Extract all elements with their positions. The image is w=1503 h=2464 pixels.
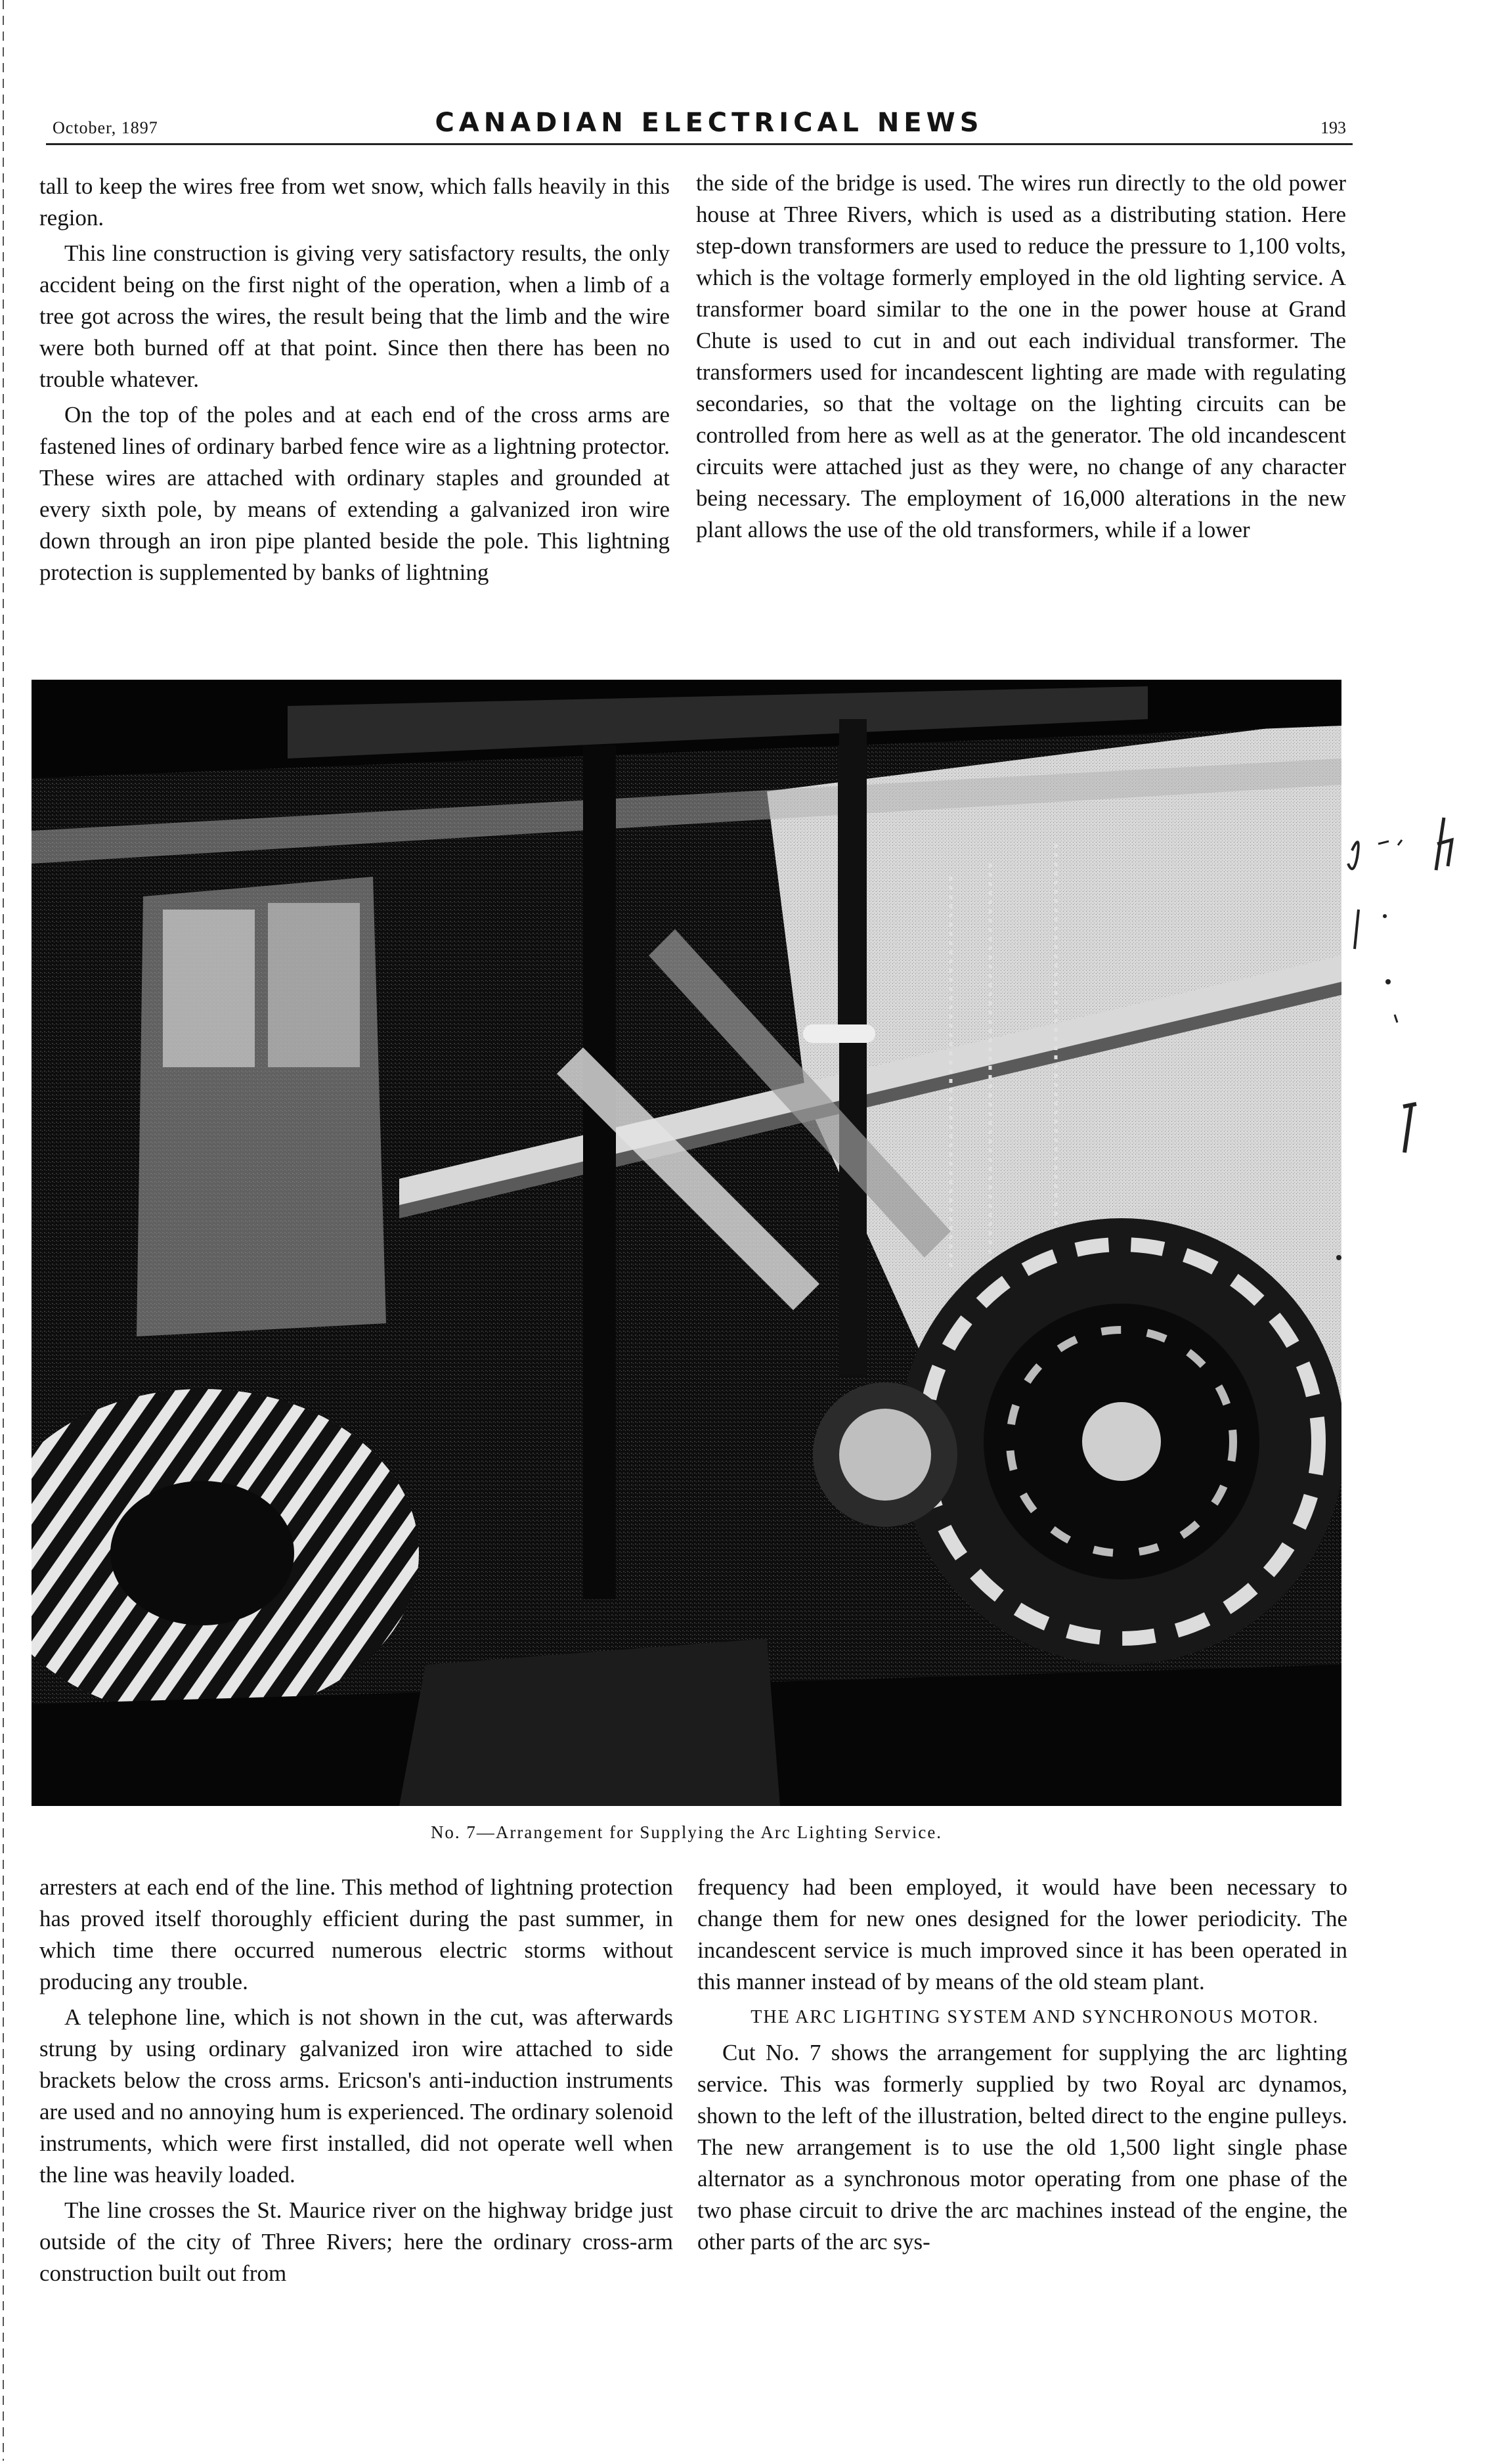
top-right-column (696, 167, 1346, 550)
machinery-photograph (32, 680, 1341, 1806)
paragraph: Cut No. 7 shows the arrangement for supplying the arc lighting service. This was formerly supplied by two Royal arc dynamos, shown to the left of the illustration, belted direct to the engine pulleys. The new arrangement is to use the old 1,500 light single phase alternator as a synchronous motor operating from one phase of the two phase circuit to drive the arc machines instead of the engine, the other parts of the arc sys- (697, 2040, 1347, 2255)
handwritten-margin-marks (1332, 804, 1490, 1304)
top-left-column (39, 171, 670, 592)
binding-edge (0, 0, 7, 2461)
paragraph: This line construction is giving very satisfactory results, the only accident being on the first night of the operation, when a limb of a tree got across the wires, the result being that the limb and the wire were both burned off at that point. Since then there has been no trouble whatever. (39, 240, 670, 392)
photo-illustration (32, 680, 1341, 1806)
paragraph: tall to keep the wires free from wet snow, which falls heavily in this region. (39, 173, 670, 231)
issue-date: October, 1897 (53, 118, 158, 137)
paragraph: frequency had been employed, it would have been necessary to change them for new ones designed for the lower periodicity. The incandescent service is much improved since it has been operated in this manner instead of by means of the old steam plant. (697, 1874, 1347, 1994)
paragraph: the side of the bridge is used. The wires run directly to the old power house at Three Rivers, which is used as a distributing station. Here step-down transformers are used to reduce the pressure to 1,100 volts, which is the voltage formerly employed in the old lighting service. A transformer board similar to the one in the power house at Grand Chute is used to cut in and out each individual transformer. The transformers used for incandescent lighting are made with regulating secondaries, so that the voltage on the lighting circuits can be controlled from here as well as at the generator. The old incandescent circuits were attached just as they were, no change of any character being necessary. The employment of 16,000 alterations in the new plant allows the use of the old transformers, while if a lower (696, 170, 1346, 542)
figure-caption: No. 7—Arrangement for Supplying the Arc Lighting Service. (430, 1822, 943, 1842)
page-number: 193 (1320, 118, 1346, 137)
paragraph: On the top of the poles and at each end of the cross arms are fastened lines of ordinary barbed fence wire as a lightning protector. These wires are attached with ordinary staples and grounded at every sixth pole, by means of extending a galvanized iron wire down through an iron pipe planted beside the pole. This lightning protection is supplemented by banks of lightning (39, 402, 670, 585)
section-subhead: THE ARC LIGHTING SYSTEM AND SYNCHRONOUS MOTOR. (751, 2007, 1319, 2027)
paragraph: The line crosses the St. Maurice river on the highway bridge just outside of the city of Three Rivers; here the ordinary cross-arm construction built out from (39, 2197, 673, 2286)
page-header (46, 104, 1353, 145)
bottom-right-column (697, 1872, 1347, 2262)
paragraph: arresters at each end of the line. This method of lightning protection has proved itself thoroughly efficient during the past summer, in which time there occurred numerous electric storms without producing any trouble. (39, 1874, 673, 1994)
masthead-title: CANADIAN ELECTRICAL NEWS (435, 108, 984, 138)
bottom-left-column (39, 1872, 673, 2293)
paragraph: A telephone line, which is not shown in the cut, was afterwards strung by using ordinary galvanized iron wire attached to side brackets below the cross arms. Ericson's anti-induction instruments are used and no annoying hum is experienced. The ordinary solenoid instruments, which were first installed, did not operate well when the line was heavily loaded. (39, 2004, 673, 2188)
